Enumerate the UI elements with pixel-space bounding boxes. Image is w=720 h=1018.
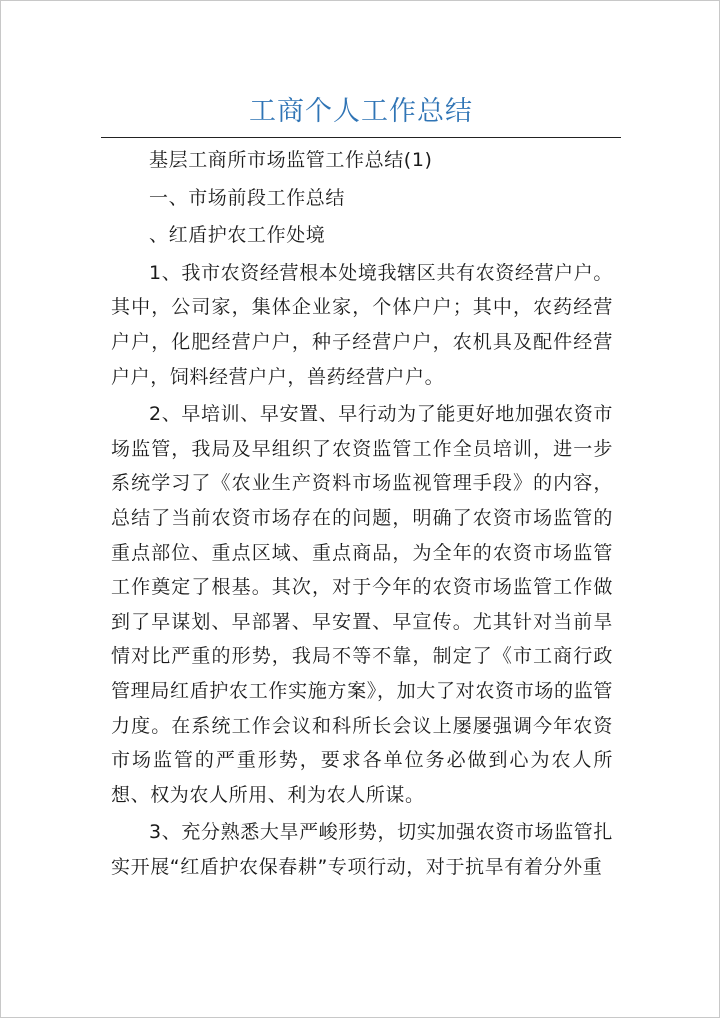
document-body — [111, 143, 613, 887]
title-underline — [101, 137, 621, 138]
section-heading: 一、市场前段工作总结 — [149, 186, 346, 209]
paragraph-1: 1、我市农资经营根本处境我辖区共有农资经营户户。其中，公司家，集体企业家，个体户户；其中，农药经营户户，化肥经营户户，种子经营户户，农机具及配件经营户户，饲料经营户户，兽药经营户户。 — [111, 261, 613, 388]
document-subtitle: 基层工商所市场监管工作总结(1) — [149, 149, 433, 171]
subsection-heading: 、红盾护农工作处境 — [149, 224, 326, 247]
paragraph-2: 2、早培训、早安置、早行动为了能更好地加强农资市场监管，我局及早组织了农资监管工作全员培训，进一步系统学习了《农业生产资料市场监视管理手段》的内容，总结了当前农资市场存在的问题，明确了农资市场监管的重点部位、重点区域、重点商品，为全年的农资市场监管工作奠定了根基。其次，对于今年的农资市场监管工作做到了早谋划、早部署、早安置、早宣传。尤其针对当前旱情对比严重的形势，我局不等不靠，制定了《市工商行政管理局红盾护农工作实施方案》，加大了对农资市场的监管力度。在系统工作会议和科所长会议上屡屡强调今年农资市场监管的严重形势，要求各单位务必做到心为农人所想、权为农人所用、利为农人所谋。 — [111, 403, 613, 806]
document-title: 工商个人工作总结 — [249, 96, 473, 127]
paragraph-3: 3、充分熟悉大旱严峻形势，切实加强农资市场监管扎实开展“红盾护农保春耕”专项行动，对于抗旱有着分外重 — [111, 821, 613, 878]
